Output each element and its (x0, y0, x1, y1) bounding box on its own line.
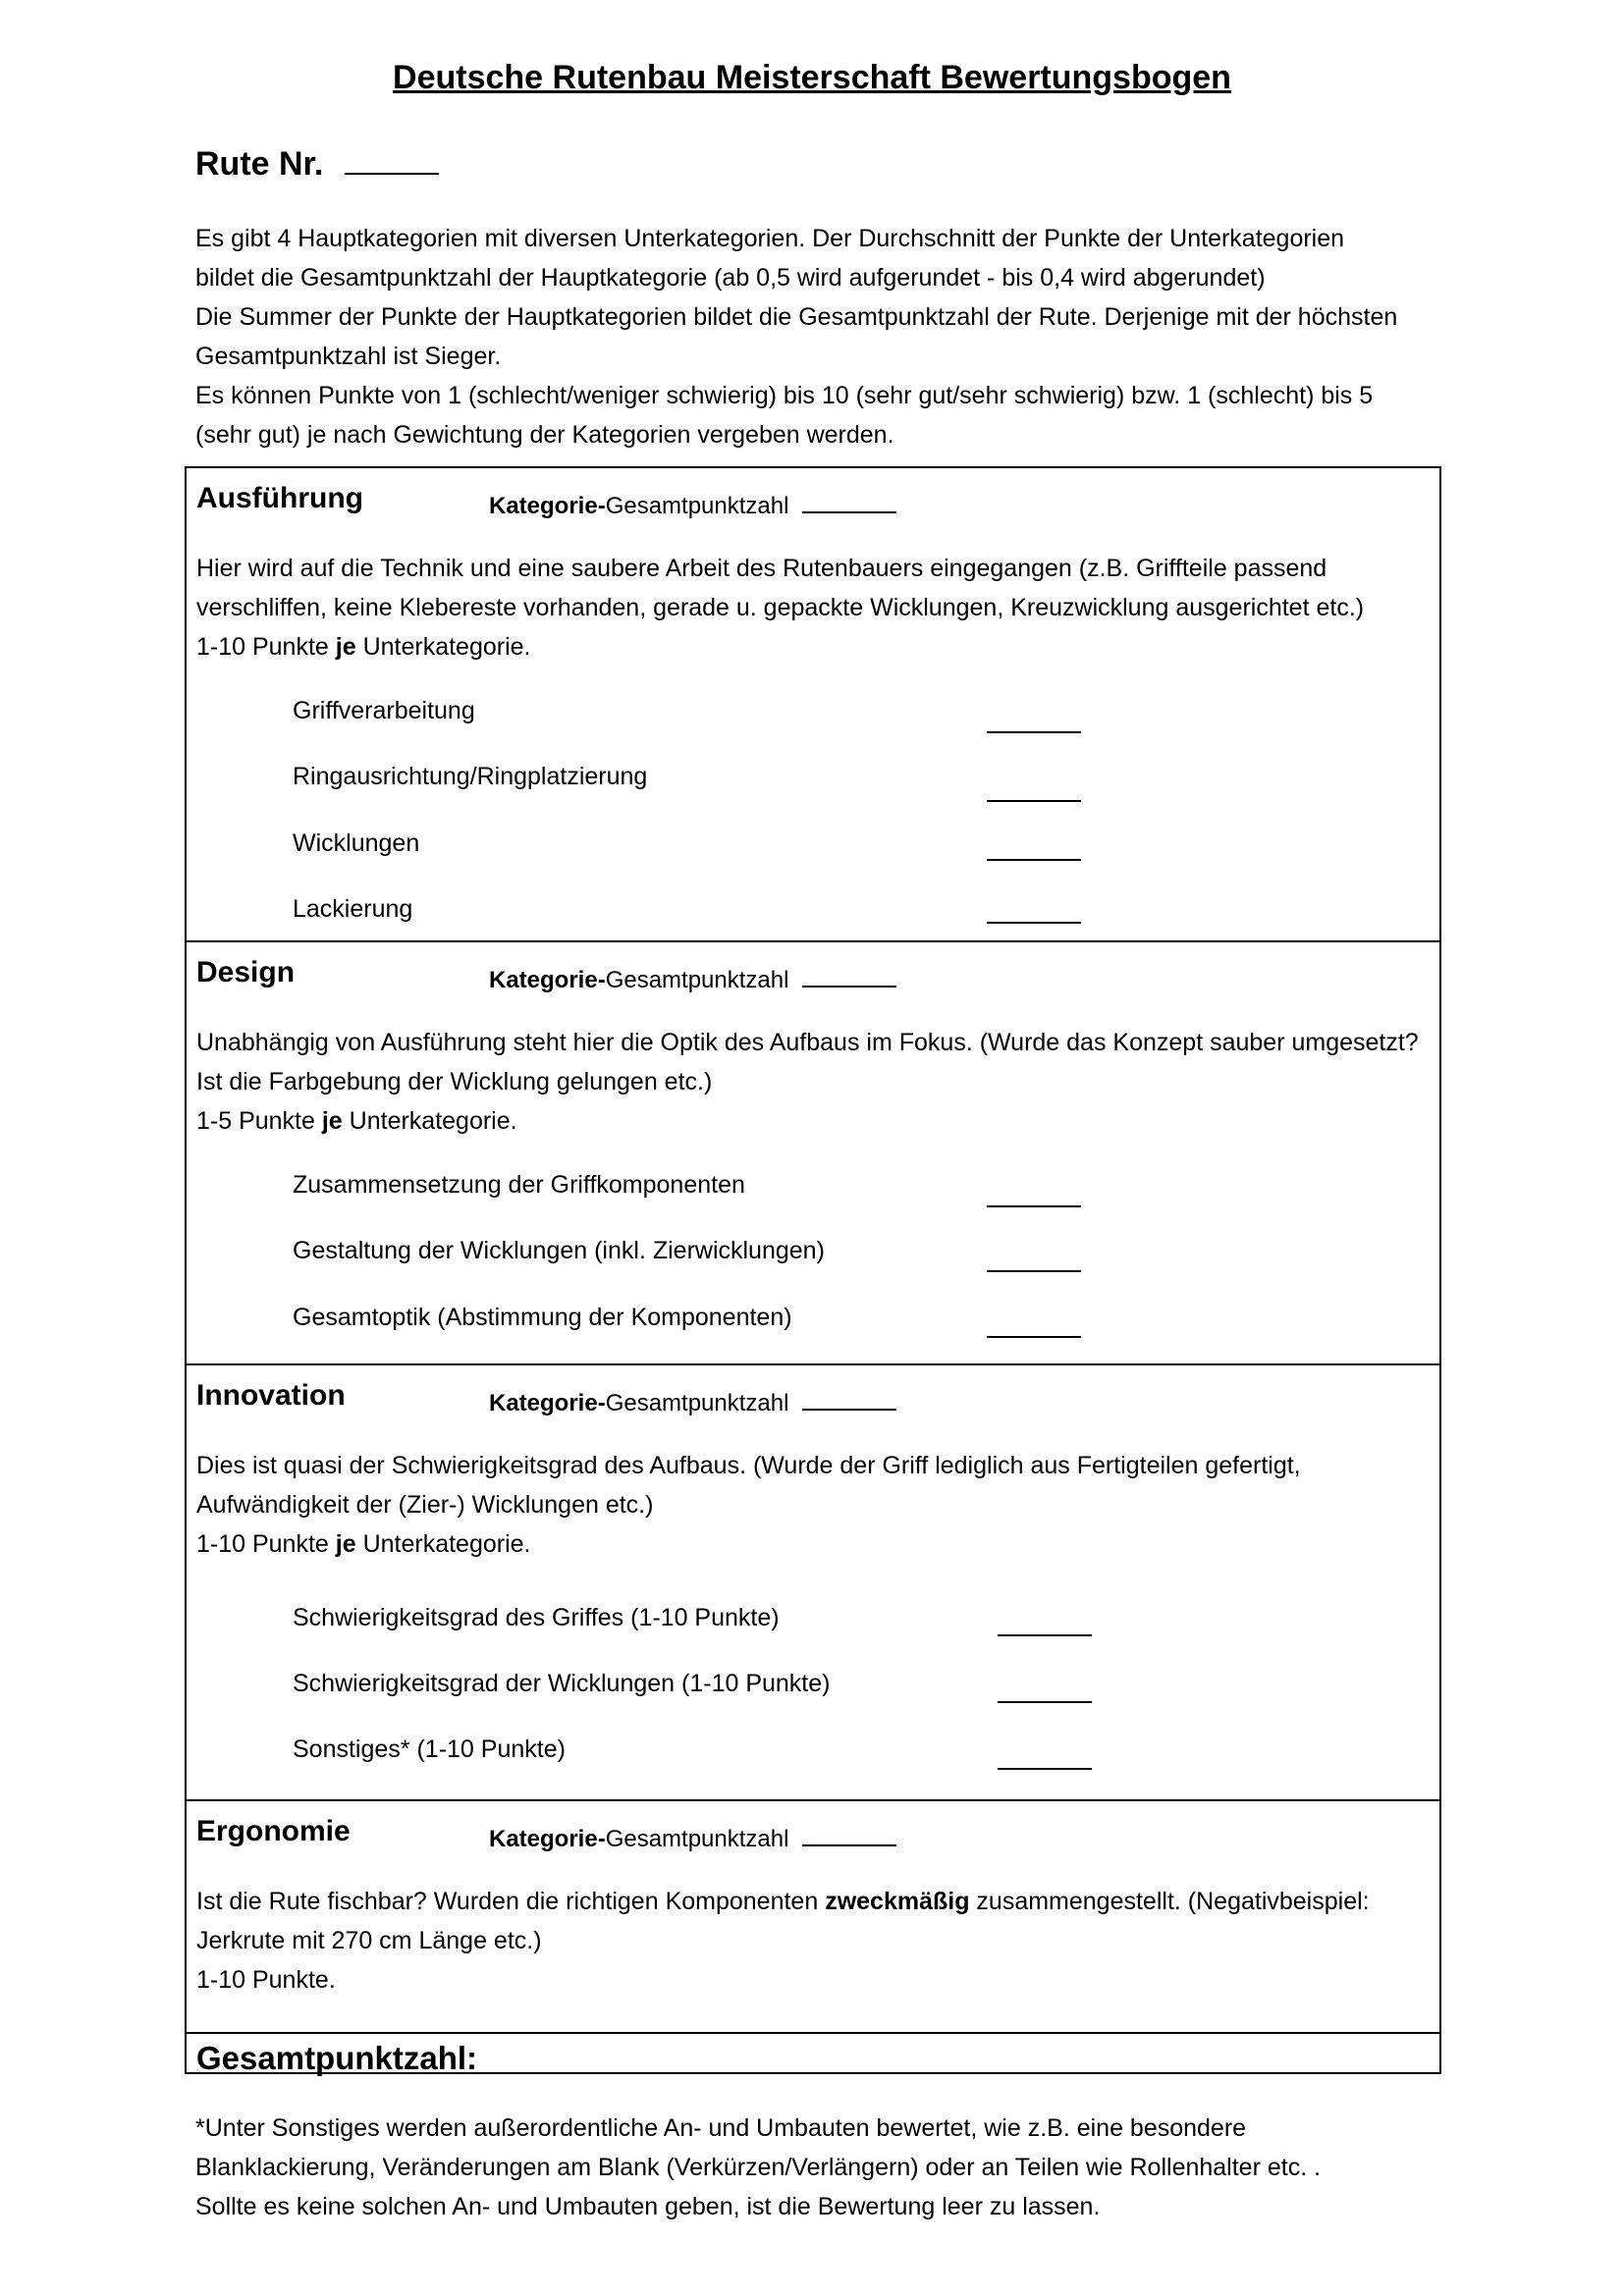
section-description (196, 1882, 1435, 2000)
category-total-blank[interactable] (802, 1387, 896, 1411)
description-line: Hier wird auf die Technik und eine saubere Arbeit des Rutenbauers eingegangen (z.B. Griffteile passend (196, 555, 1327, 582)
intro-line: bildet die Gesamtpunktzahl der Hauptkategorie (ab 0,5 wird aufgerundet - bis 0,4 wird abgerundet) (195, 264, 1266, 292)
subcategory-score-blank[interactable] (987, 1205, 1081, 1207)
points-rule-text: Unterkategorie. (355, 1530, 531, 1558)
points-rule-je: je (335, 633, 356, 661)
subcategory-score-blank[interactable] (987, 731, 1081, 733)
category-total-label-bold: Kategorie- (489, 1826, 606, 1852)
subcategory-label: Zusammensetzung der Griffkomponenten (293, 1171, 745, 1199)
description-line: Ist die Farbgebung der Wicklung gelungen etc.) (196, 1068, 713, 1095)
description-line: Jerkrute mit 270 cm Länge etc.) (196, 1927, 542, 1954)
category-total-label-bold: Kategorie- (489, 493, 606, 519)
subcategory-score-blank[interactable] (987, 922, 1081, 924)
category-total-label: Gesamtpunktzahl (605, 493, 789, 519)
intro-text (195, 219, 1462, 454)
points-rule-je: je (335, 1530, 356, 1558)
points-rule-je: je (321, 1107, 343, 1135)
footnote (195, 2109, 1472, 2226)
points-rule-text: 1-10 Punkte (196, 1530, 336, 1558)
section-ausfuehrung (187, 468, 1439, 942)
points-rule-text: Unterkategorie. (342, 1107, 517, 1135)
section-heading: Ergonomie (196, 1815, 351, 1847)
footnote-line: Blanklackierung, Veränderungen am Blank (Verkürzen/Verlängern) oder an Teilen wie Rollenhalter etc. . (195, 2154, 1322, 2181)
section-description (196, 549, 1435, 667)
category-total-label-bold: Kategorie- (489, 1390, 606, 1416)
intro-line: Es können Punkte von 1 (schlecht/weniger schwierig) bis 10 (sehr gut/sehr schwierig) bzw. 1 (schlecht) bis 5 (195, 382, 1374, 409)
subcategory-score-blank[interactable] (987, 859, 1081, 861)
description-text: zusammengestellt. (Negativbeispiel: (969, 1888, 1370, 1915)
subcategory-label: Griffverarbeitung (293, 697, 475, 724)
category-total-label: Gesamtpunktzahl (605, 967, 789, 993)
subcategory-score-blank[interactable] (998, 1634, 1092, 1636)
description-text: Ist die Rute fischbar? Wurden die richtigen Komponenten (196, 1888, 826, 1915)
category-total-field (489, 1387, 896, 1417)
category-total-label-bold: Kategorie- (489, 967, 606, 993)
subcategory-score-blank[interactable] (998, 1768, 1092, 1770)
category-total-label: Gesamtpunktzahl (605, 1390, 789, 1416)
section-heading: Ausführung (196, 482, 363, 514)
rute-number-blank[interactable] (345, 145, 439, 175)
section-heading: Innovation (196, 1379, 346, 1412)
grand-total-label: Gesamtpunktzahl: (196, 2040, 478, 2076)
points-rule-text: Unterkategorie. (355, 633, 531, 661)
category-total-field (489, 490, 896, 520)
intro-line: Die Summer der Punkte der Hauptkategorien bildet die Gesamtpunktzahl der Rute. Derjenige mit der höchsten (195, 303, 1398, 331)
category-total-blank[interactable] (802, 490, 896, 513)
description-line: Dies ist quasi der Schwierigkeitsgrad des Aufbaus. (Wurde der Griff lediglich aus Fertigteilen gefertigt, (196, 1452, 1301, 1479)
category-total-field (489, 964, 896, 994)
points-rule (196, 627, 1435, 667)
subcategory-score-blank[interactable] (987, 1336, 1081, 1338)
points-rule (196, 1101, 1435, 1141)
section-description (196, 1446, 1435, 1564)
subcategory-label: Gesamtoptik (Abstimmung der Komponenten) (293, 1304, 792, 1331)
description-line: verschliffen, keine Klebereste vorhanden, gerade u. gepackte Wicklungen, Kreuzwicklung ausgerichtet etc.) (196, 594, 1365, 621)
section-ergonomie (187, 1801, 1439, 2034)
points-rule-text: 1-10 Punkte (196, 633, 336, 661)
points-rule (196, 1524, 1435, 1564)
category-total-blank[interactable] (802, 964, 896, 988)
category-total-blank[interactable] (802, 1823, 896, 1846)
section-innovation (187, 1365, 1439, 1801)
subcategory-score-blank[interactable] (987, 800, 1081, 802)
section-description (196, 1023, 1435, 1141)
category-total-field (489, 1823, 896, 1853)
evaluation-table (185, 466, 1441, 2074)
intro-line: (sehr gut) je nach Gewichtung der Kategorien vergeben werden. (195, 421, 894, 449)
footnote-line: *Unter Sonstiges werden außerordentliche An- und Umbauten bewertet, wie z.B. eine besondere (195, 2114, 1247, 2142)
intro-line: Gesamtpunktzahl ist Sieger. (195, 343, 502, 370)
subcategory-score-blank[interactable] (998, 1701, 1092, 1703)
description-line: Unabhängig von Ausführung steht hier die Optik des Aufbaus im Fokus. (Wurde das Konzept sauber umgesetzt? (196, 1029, 1419, 1056)
subcategory-label: Schwierigkeitsgrad der Wicklungen (1-10 Punkte) (293, 1670, 831, 1697)
subcategory-score-blank[interactable] (987, 1270, 1081, 1272)
description-emphasis: zweckmäßig (825, 1888, 970, 1915)
subcategory-label: Lackierung (293, 895, 413, 923)
points-rule-text: 1-5 Punkte (196, 1107, 322, 1135)
subcategory-label: Sonstiges* (1-10 Punkte) (293, 1735, 566, 1763)
section-design (187, 942, 1439, 1365)
rute-number-label: Rute Nr. (195, 145, 324, 183)
rute-number-field (195, 145, 439, 184)
points-rule: 1-10 Punkte. (196, 1966, 336, 1994)
subcategory-label: Gestaltung der Wicklungen (inkl. Zierwicklungen) (293, 1237, 825, 1264)
category-total-label: Gesamtpunktzahl (605, 1826, 789, 1852)
subcategory-label: Wicklungen (293, 829, 420, 857)
page-title: Deutsche Rutenbau Meisterschaft Bewertungsbogen (393, 59, 1231, 96)
intro-line: Es gibt 4 Hauptkategorien mit diversen Unterkategorien. Der Durchschnitt der Punkte der Unterkategorien (195, 225, 1345, 252)
grand-total-row (187, 2034, 1439, 2074)
section-heading: Design (196, 956, 296, 988)
footnote-line: Sollte es keine solchen An- und Umbauten geben, ist die Bewertung leer zu lassen. (195, 2193, 1101, 2220)
subcategory-label: Schwierigkeitsgrad des Griffes (1-10 Punkte) (293, 1604, 780, 1631)
subcategory-label: Ringausrichtung/Ringplatzierung (293, 763, 648, 790)
description-line (196, 1882, 1435, 1921)
description-line: Aufwändigkeit der (Zier-) Wicklungen etc.) (196, 1491, 654, 1519)
